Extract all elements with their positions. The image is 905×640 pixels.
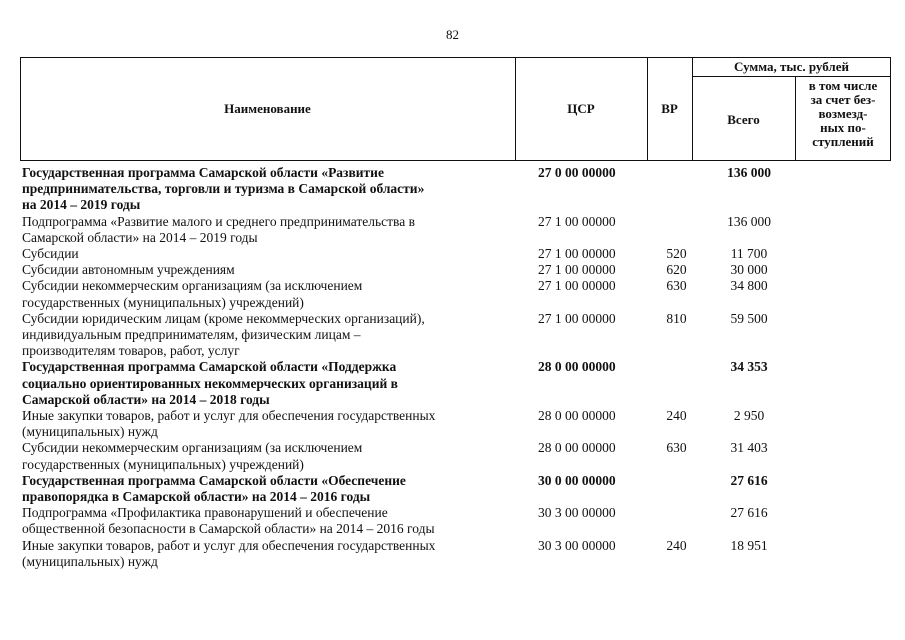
row-total: 30 000 <box>730 262 768 278</box>
row-total: 34 353 <box>730 359 768 375</box>
row-name <box>22 311 512 360</box>
row-name <box>22 262 512 278</box>
header-total: Всего <box>727 112 760 127</box>
row-name-line: Субсидии некоммерческим организациям (за исключением <box>22 440 363 456</box>
row-name <box>22 246 512 262</box>
row-csr: 27 0 00 00000 <box>538 165 616 180</box>
row-name-line: социально ориентированных некоммерческих организаций в <box>22 375 398 391</box>
row-name-line: Субсидии юридическим лицам (кроме некоммерческих организаций), <box>22 310 425 326</box>
row-csr: 28 0 00 00000 <box>538 408 616 423</box>
row-vr: 240 <box>666 408 687 423</box>
header-incl-line: ных по- <box>820 120 866 135</box>
row-vr: 520 <box>666 246 687 261</box>
row-name-line: Субсидии <box>22 246 79 261</box>
row-total: 136 000 <box>727 213 771 229</box>
row-name-line: предпринимательства, торговли и туризма в Самарской области» <box>22 181 425 197</box>
row-name-line: Иные закупки товаров, работ и услуг для обеспечения государственных <box>22 537 436 553</box>
row-name-line: общественной безопасности в Самарской области» на 2014 – 2016 годы <box>22 521 435 537</box>
header-sum: Сумма, тыс. рублей <box>734 59 849 74</box>
header-csr: ЦСР <box>567 101 595 116</box>
row-name <box>22 440 512 472</box>
row-name-line: Подпрограмма «Развитие малого и среднего предпринимательства в <box>22 213 415 229</box>
header-top-border <box>20 57 891 58</box>
row-name-line: Самарской области» на 2014 – 2018 годы <box>22 391 270 407</box>
header-bottom-border <box>20 160 891 161</box>
row-csr: 30 3 00 00000 <box>538 505 616 521</box>
row-csr: 28 0 00 00000 <box>538 440 616 456</box>
row-name <box>22 473 512 505</box>
header-incl-line: за счет без- <box>810 92 876 107</box>
row-name-line: Государственная программа Самарской области «Развитие <box>22 165 384 180</box>
row-name-line: государственных (муниципальных) учреждений) <box>22 294 304 310</box>
row-total: 136 000 <box>727 165 771 180</box>
row-vr: 620 <box>666 262 687 278</box>
row-name-line: индивидуальным предпринимателям, физическим лицам – <box>22 327 361 342</box>
row-name-line: Государственная программа Самарской области «Поддержка <box>22 359 397 375</box>
row-total: 31 403 <box>730 440 768 456</box>
header-sum-underline <box>692 76 891 77</box>
row-total: 34 800 <box>730 278 768 294</box>
row-name-line: Субсидии некоммерческим организациям (за исключением <box>22 278 363 294</box>
row-name-line: государственных (муниципальных) учреждений) <box>22 456 304 472</box>
row-name <box>22 359 512 408</box>
header-incl-line: в том числе <box>808 78 878 93</box>
row-csr: 27 1 00 00000 <box>538 262 616 278</box>
row-csr: 28 0 00 00000 <box>538 359 616 375</box>
row-vr: 240 <box>666 537 687 553</box>
row-total: 59 500 <box>730 310 768 326</box>
row-name <box>22 408 512 440</box>
row-csr: 30 0 00 00000 <box>538 472 616 488</box>
row-name-line: производителям товаров, работ, услуг <box>22 343 240 359</box>
row-vr: 630 <box>666 440 687 456</box>
row-total: 18 951 <box>730 537 768 553</box>
row-name-line: (муниципальных) нужд <box>22 424 158 440</box>
row-vr: 630 <box>666 278 687 294</box>
row-name-line: Иные закупки товаров, работ и услуг для обеспечения государственных <box>22 408 436 423</box>
row-csr: 27 1 00 00000 <box>538 213 616 229</box>
row-name <box>22 278 512 310</box>
row-name <box>22 538 512 570</box>
row-csr: 27 1 00 00000 <box>538 310 616 326</box>
row-name-line: Подпрограмма «Профилактика правонарушений и обеспечение <box>22 505 388 521</box>
header-name: Наименование <box>224 101 311 116</box>
table-header <box>20 57 891 161</box>
header-incl <box>795 79 891 149</box>
header-incl-line: возмезд- <box>818 106 868 121</box>
page-number: 82 <box>446 27 459 42</box>
row-name-line: Самарской области» на 2014 – 2019 годы <box>22 229 258 245</box>
row-csr: 30 3 00 00000 <box>538 537 616 553</box>
row-name-line: Субсидии автономным учреждениям <box>22 262 235 278</box>
row-name <box>22 505 512 537</box>
row-total: 27 616 <box>730 472 768 488</box>
row-total: 27 616 <box>730 505 768 521</box>
row-name-line: правопорядка в Самарской области» на 2014 – 2016 годы <box>22 489 371 504</box>
row-name-line: (муниципальных) нужд <box>22 553 158 569</box>
header-incl-line: ступлений <box>812 134 874 149</box>
row-vr: 810 <box>666 310 687 326</box>
header-vr: ВР <box>661 101 678 116</box>
row-csr: 27 1 00 00000 <box>538 278 616 294</box>
row-name <box>22 214 512 246</box>
row-csr: 27 1 00 00000 <box>538 246 616 261</box>
row-name-line: на 2014 – 2019 годы <box>22 197 141 213</box>
row-name-line: Государственная программа Самарской области «Обеспечение <box>22 472 406 488</box>
row-total: 2 950 <box>733 408 765 423</box>
row-total: 11 700 <box>730 246 768 261</box>
row-name <box>22 165 512 214</box>
